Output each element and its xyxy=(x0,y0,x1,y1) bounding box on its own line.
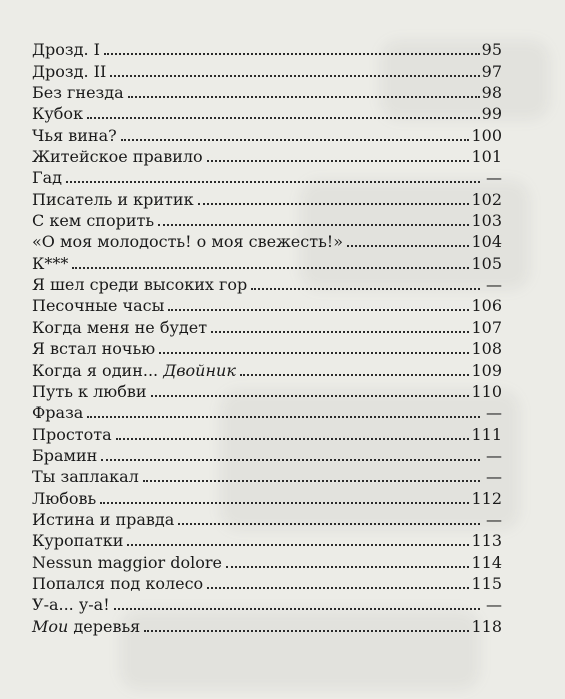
toc-entry-page: 102 xyxy=(471,189,502,209)
toc-entry-title xyxy=(32,554,222,572)
dot-leader xyxy=(116,437,470,440)
toc-entry xyxy=(32,59,502,80)
toc-entry-title-italic: Двойник xyxy=(163,360,236,380)
toc-entry-title-text: Куропатки xyxy=(32,531,124,551)
toc-entry-title xyxy=(32,340,155,358)
toc-entry-title xyxy=(32,362,236,380)
dot-leader xyxy=(159,351,469,354)
toc-entry xyxy=(32,123,502,144)
dot-leader xyxy=(207,159,470,162)
toc-entry-page: — xyxy=(486,467,502,487)
toc-entry xyxy=(32,614,502,635)
dot-leader xyxy=(128,95,480,98)
dot-leader xyxy=(198,202,470,205)
toc-entry-title-text: Кубок xyxy=(32,104,84,124)
dot-leader xyxy=(114,607,480,610)
toc-entry-page: 111 xyxy=(471,424,502,444)
toc-entry-title xyxy=(32,84,124,102)
toc-entry xyxy=(32,337,502,358)
toc-entry-title xyxy=(32,297,164,315)
toc-entry-title-text: Путь к любви xyxy=(32,381,147,401)
toc-entry-title xyxy=(32,105,83,123)
toc-entry xyxy=(32,358,502,379)
dot-leader xyxy=(143,479,480,482)
toc-entry-title-text: Гад xyxy=(32,168,62,188)
dot-leader xyxy=(211,330,469,333)
toc-entry-title-text: Простота xyxy=(32,424,112,444)
toc-entry-page: — xyxy=(486,595,502,615)
toc-entry-title-text: Житейское правило xyxy=(32,147,203,167)
toc-entry-title-text: Nessun maggior dolore xyxy=(32,552,223,572)
toc-entry xyxy=(32,251,502,272)
toc-entry-title-text: Ты заплакал xyxy=(32,467,139,487)
toc-entry xyxy=(32,102,502,123)
toc-entry-title-text: Попался под колесо xyxy=(32,573,204,593)
dot-leader xyxy=(87,415,480,418)
dot-leader xyxy=(87,116,480,119)
toc-entry-page: — xyxy=(486,275,502,295)
dot-leader xyxy=(151,394,470,397)
toc-entry-page: — xyxy=(486,445,502,465)
toc-entry xyxy=(32,38,502,59)
toc-entry-page: 99 xyxy=(481,104,502,124)
dot-leader xyxy=(347,244,469,247)
toc-entry-page: 105 xyxy=(471,253,502,273)
toc-entry-page: — xyxy=(486,168,502,188)
toc-entry-title-italic: Мои xyxy=(32,616,69,636)
toc-entry-title-text: Когда я один... xyxy=(32,360,164,380)
toc-entry-title-text: Когда меня не будет xyxy=(32,317,208,337)
toc-entry xyxy=(32,209,502,230)
toc-entry-title-text: Без гнезда xyxy=(32,83,124,103)
toc-entry-title-text: Фраза xyxy=(32,403,84,423)
toc-entry xyxy=(32,593,502,614)
toc-entry-title xyxy=(32,148,203,166)
toc-entry-page: 101 xyxy=(471,147,502,167)
toc-entry-title xyxy=(32,383,147,401)
toc-entry-title xyxy=(32,212,154,230)
dot-leader xyxy=(104,52,480,55)
dot-leader xyxy=(226,565,469,568)
toc-entry-title xyxy=(32,276,247,294)
toc-entry-title xyxy=(32,63,106,81)
dot-leader xyxy=(240,373,470,376)
toc-entry xyxy=(32,444,502,465)
toc-entry-page: 98 xyxy=(481,83,502,103)
toc-entry-page: 106 xyxy=(471,296,502,316)
toc-entry xyxy=(32,294,502,315)
dot-leader xyxy=(207,586,469,589)
toc-entry-page: 114 xyxy=(471,552,502,572)
toc-entry xyxy=(32,187,502,208)
toc-entry-title xyxy=(32,41,100,59)
toc-entry-title xyxy=(32,468,139,486)
toc-entry-page: — xyxy=(486,403,502,423)
dot-leader xyxy=(251,287,480,290)
toc-entry-title xyxy=(32,596,110,614)
toc-entry-title-text: Любовь xyxy=(32,488,97,508)
toc-entry-title xyxy=(32,404,83,422)
toc-entry xyxy=(32,315,502,336)
toc-entry-page: 112 xyxy=(471,488,502,508)
toc-entry-title-text: Я встал ночью xyxy=(32,339,156,359)
toc-entry xyxy=(32,465,502,486)
toc-entry xyxy=(32,401,502,422)
dot-leader xyxy=(158,223,469,226)
dot-leader xyxy=(66,180,480,183)
dot-leader xyxy=(127,543,469,546)
toc-entry-page: — xyxy=(486,509,502,529)
toc-entry-page: 109 xyxy=(471,360,502,380)
toc-entry-page: 97 xyxy=(481,61,502,81)
toc-entry-title-text: К*** xyxy=(32,253,69,273)
toc-entry-title-text: Писатель и критик xyxy=(32,189,194,209)
toc-entry xyxy=(32,145,502,166)
toc-entry-page: 100 xyxy=(471,125,502,145)
toc-entry xyxy=(32,380,502,401)
dot-leader xyxy=(110,74,479,77)
toc-entry-title-text: «О моя молодость! о моя свежесть!» xyxy=(32,232,343,252)
toc-entry xyxy=(32,81,502,102)
dot-leader xyxy=(101,458,480,461)
dot-leader xyxy=(178,522,480,525)
dot-leader xyxy=(144,629,469,632)
toc-entry-title xyxy=(32,618,140,636)
toc-entry-page: 113 xyxy=(471,531,502,551)
toc-entry-title xyxy=(32,127,117,145)
toc-entry-title-text: Дрозд. II xyxy=(32,61,107,81)
toc-entry-page: 108 xyxy=(471,339,502,359)
toc-entry-title-tail: деревья xyxy=(68,616,141,636)
toc-entry-title xyxy=(32,490,96,508)
toc-entry-page: 103 xyxy=(471,211,502,231)
toc-entry-page: 107 xyxy=(471,317,502,337)
toc-entry-title xyxy=(32,511,174,529)
toc-entry xyxy=(32,529,502,550)
toc-entry xyxy=(32,508,502,529)
toc-entry-title xyxy=(32,255,68,273)
toc-entry-title xyxy=(32,532,123,550)
toc-entry-title xyxy=(32,426,112,444)
toc-entry-page: 115 xyxy=(471,573,502,593)
toc-entry-title-text: С кем спорить xyxy=(32,211,155,231)
toc-entry-title-text: Чья вина? xyxy=(32,125,117,145)
toc-entry-title-text: Я шел среди высоких гор xyxy=(32,275,248,295)
toc-entry xyxy=(32,422,502,443)
toc-entry-title-text: У-а... у-а! xyxy=(32,595,110,615)
toc-entry xyxy=(32,486,502,507)
toc-entry xyxy=(32,273,502,294)
toc-entry-title xyxy=(32,233,343,251)
toc-entry-title-text: Брамин xyxy=(32,445,98,465)
toc-entry-title-text: Песочные часы xyxy=(32,296,165,316)
dot-leader xyxy=(72,266,469,269)
toc-entry xyxy=(32,550,502,571)
toc-entry xyxy=(32,230,502,251)
toc-entry-title xyxy=(32,191,194,209)
toc-entry-page: 104 xyxy=(471,232,502,252)
toc-entry-title xyxy=(32,575,203,593)
toc-entry-page: 118 xyxy=(471,616,502,636)
dot-leader xyxy=(100,501,469,504)
toc-entry-title-text: Истина и правда xyxy=(32,509,175,529)
toc-entry-page: 95 xyxy=(481,40,502,60)
dot-leader xyxy=(121,138,470,141)
toc-entry-title xyxy=(32,169,62,187)
toc-entry-page: 110 xyxy=(471,381,502,401)
toc-entry-title-text: Дрозд. I xyxy=(32,40,100,60)
toc-entry xyxy=(32,572,502,593)
toc-entry-title xyxy=(32,447,97,465)
table-of-contents xyxy=(32,38,502,636)
dot-leader xyxy=(168,308,469,311)
toc-entry xyxy=(32,166,502,187)
toc-entry-title xyxy=(32,319,207,337)
